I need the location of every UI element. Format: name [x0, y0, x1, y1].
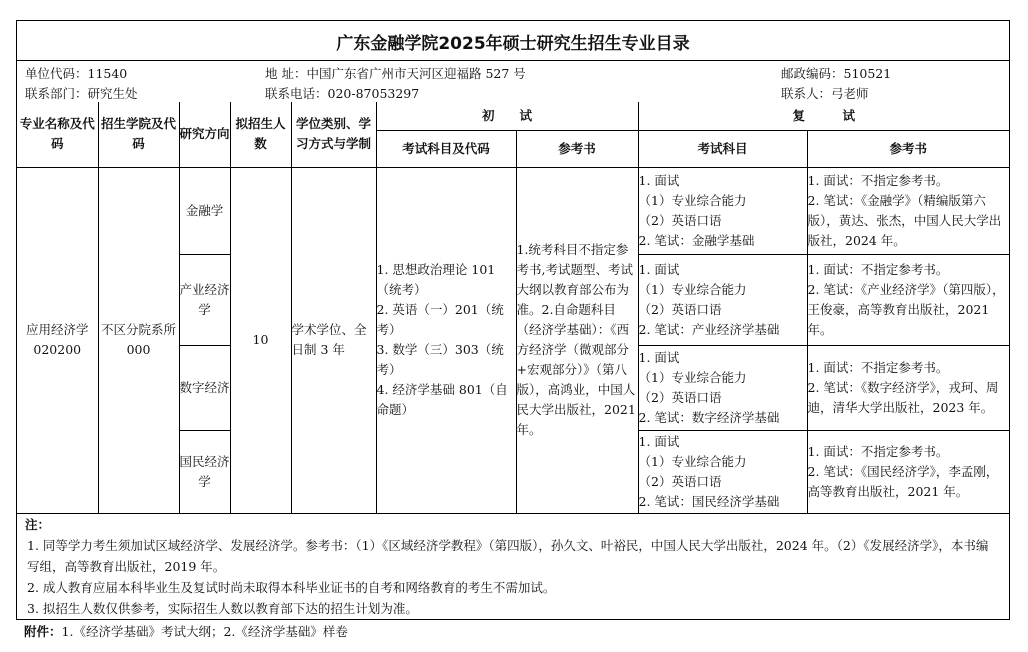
header-major: 专业名称及代码: [17, 102, 98, 167]
header-prelim: 初 试: [376, 102, 638, 130]
header-degree: 学位类别、学习方式与学制: [291, 102, 376, 167]
prelim-subject: 4. 经济学基础 801（自命题）: [376, 382, 508, 417]
retest-books-cell: 1. 面试：不指定参考书。 2. 笔试：《产业经济学》（第四版），王俊豪，高等教育出版社，2021 年。: [807, 254, 1009, 345]
catalog-sheet: [16, 20, 1010, 620]
contact-phone: 联系电话：020-87053297: [265, 86, 420, 101]
address: 地 址：中国广东省广州市天河区迎福路 527 号: [265, 66, 526, 81]
note-item: 2. 成人教育应届本科毕业生及复试时尚未取得本科毕业证书的自考和网络教育的考生不需加试。: [27, 580, 556, 595]
direction-cell: 产业经济学: [179, 254, 230, 345]
contact-person: 联系人：弓老师: [781, 86, 869, 101]
prelim-subject: 2. 英语（一）201（统考）: [376, 302, 504, 337]
header-direction: 研究方向: [179, 102, 230, 167]
note-item: 1. 同等学力考生须加试区域经济学、发展经济学。参考书：（1）《区域经济学教程》（第四版），孙久文、叶裕民，中国人民大学出版社，2024 年。（2）《发展经济学》，本书编写组，高等教育出版社，2019 年。: [27, 538, 989, 574]
retest-subjects-cell: 1. 面试 （1）专业综合能力 （2）英语口语 2. 笔试：产业经济学基础: [638, 254, 807, 345]
college-cell: 不区分院系所 000: [98, 167, 179, 513]
attachment-text: 1.《经济学基础》考试大纲；2.《经济学基础》样卷: [61, 624, 348, 639]
quota-cell: 10: [230, 167, 291, 513]
prelim-subject: 3. 数学（三）303（统考）: [376, 342, 504, 377]
retest-subjects-cell: 1. 面试 （1）专业综合能力 （2）英语口语 2. 笔试：金融学基础: [638, 167, 807, 254]
degree-cell: 学术学位、全日制 3 年: [291, 167, 376, 513]
header-prelim-books: 参考书: [516, 130, 638, 167]
direction-cell: 数字经济: [179, 345, 230, 430]
header-quota: 拟招生人数: [230, 102, 291, 167]
notes-label: 注：: [25, 517, 51, 532]
header-retest: 复 试: [638, 102, 1009, 130]
prelim-subject: 1. 思想政治理论 101（统考）: [376, 262, 496, 297]
attachment-label: 附件：: [24, 624, 62, 639]
header-retest-subjects: 考试科目: [638, 130, 807, 167]
note-item: 3. 拟招生人数仅供参考，实际招生人数以教育部下达的招生计划为准。: [27, 601, 418, 616]
retest-books-cell: 1. 面试：不指定参考书。 2. 笔试：《金融学》（精编版第六版），黄达、张杰，中国人民大学出版社，2024 年。: [807, 167, 1009, 254]
contact-department: 联系部门：研究生处: [25, 86, 138, 101]
direction-cell: 金融学: [179, 167, 230, 254]
notes-section: [17, 514, 1009, 619]
header-college: 招生学院及代码: [98, 102, 179, 167]
catalog-table: [17, 102, 1009, 514]
header-retest-books: 参考书: [807, 130, 1009, 167]
retest-subjects-cell: 1. 面试 （1）专业综合能力 （2）英语口语 2. 笔试：数字经济学基础: [638, 345, 807, 430]
retest-subjects-cell: 1. 面试 （1）专业综合能力 （2）英语口语 2. 笔试：国民经济学基础: [638, 430, 807, 513]
direction-cell: 国民经济学: [179, 430, 230, 513]
page-title: 广东金融学院2025年硕士研究生招生专业目录: [336, 34, 690, 54]
title-divider: [17, 60, 1009, 61]
header-prelim-subjects: 考试科目及代码: [376, 130, 516, 167]
prelim-subjects-cell: [376, 167, 516, 513]
retest-books-cell: 1. 面试：不指定参考书。 2. 笔试：《数字经济学》，戎珂、周迪，清华大学出版社，2023 年。: [807, 345, 1009, 430]
prelim-books-cell: 1.统考科目不指定参考书,考试题型、考试大纲以教育部公布为准。2.自命题科目（经济学基础）：《西方经济学（微观部分+宏观部分）》（第八版），高鸿业，中国人民大学出版社，2021 年。: [516, 167, 638, 513]
postcode: 邮政编码：510521: [781, 66, 892, 81]
unit-code: 单位代码：11540: [25, 66, 128, 81]
attachment-line: [24, 622, 348, 640]
retest-books-cell: 1. 面试：不指定参考书。 2. 笔试：《国民经济学》，李孟刚，高等教育出版社，2021 年。: [807, 430, 1009, 513]
major-cell: 应用经济学 020200: [17, 167, 98, 513]
